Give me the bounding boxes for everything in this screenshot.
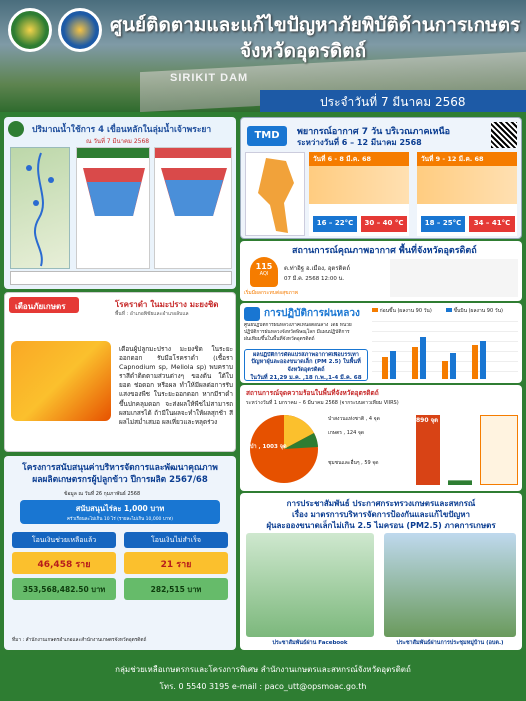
rain-title: การปฏิบัติการฝนหลวง (264, 308, 360, 319)
rain-chart (372, 317, 518, 381)
rain-panel (240, 303, 522, 383)
rain-legend-2-label: ขึ้นบิน (ผลงาน 90 วัน) (453, 308, 503, 314)
aqi-value: 115 (255, 262, 273, 271)
page-subtitle: จังหวัดอุตรดิตถ์ (240, 40, 367, 62)
box1-count: 46,458 ราย (12, 552, 116, 574)
pm-title: ผลปฏิบัติการดัดแปรสภาพอากาศเพื่อบรรเทาปัญหาฝุ่นละอองขนาดเล็ก (PM 2.5) ในพื้นที่จังหวัดอุตรดิตถ์ (251, 352, 361, 373)
pest-description: เตือนผู้ปลูกมะปราง มะยงชิด ในระยะ ออกดอก รับมือโรคราดำ (เชื้อรา Capnodium sp, Meliola sp) พบคราบราสีดำติดตามส่วนต่างๆ ของต้น ใต้ใบ ยอด ช่อดอก หรือผล ทำให้มีผลต่อการรับแสงของพืช ในระยะออกดอก หากมีราดำขึ้นปกคลุมดอก จะส่งผลให้พืชไม่สามารถผสมเกสรได้ ถ้ามีในผลจะทำให้ผลสุกช้า สีผลไม่สม่ำเสมอ ผลเหี่ยวและหลุดร่วง (119, 345, 233, 426)
rain-desc: ศูนย์ปฏิบัติการฝนหลวงภาคเหนือตอนล่าง โดย หน่วยปฏิบัติการฝนหลวงจังหวัดพิษณุโลก มีแผนปฏิบัติการฝนเทียมขึ้นในพื้นที่จังหวัดอุตรดิตถ์ (244, 323, 352, 342)
river-map (10, 147, 70, 269)
dam-level-icon (77, 158, 151, 218)
burn-bar-0 (416, 415, 440, 485)
qr-code-icon (491, 122, 517, 148)
box1-amount: 353,568,482.50 บาท (12, 578, 116, 600)
burn-subtitle: ระหว่างวันที่ 1 มกราคม – 6 มีนาคม 2568 (จากระบบดาวเทียม VIIRS) (246, 400, 399, 406)
pest-alert-panel (4, 292, 236, 452)
box1-label: โอนเงินช่วยเหลือแล้ว (12, 532, 116, 548)
box2-label: โอนเงินไม่สำเร็จ (124, 532, 228, 548)
aqi-unit: AQI (259, 271, 269, 277)
pr-meeting-image (384, 533, 516, 637)
pr-title-3: ฝุ่นละอองขนาดเล็กไม่เกิน 2.5 ไมครอน (PM2.5) ภาคการเกษตร (266, 521, 496, 530)
project-title-2: ผลผลิตเกษตรกรผู้ปลูกข้าว ปีการผลิต 2567/68 (32, 475, 208, 485)
box2-amount: 282,515 บาท (124, 578, 228, 600)
burn-alt-label: ชุมชนและอื่นๆ , 59 จุด (328, 460, 379, 466)
aqi-level: เริ่มมีผลกระทบต่อสุขภาพ (244, 290, 298, 296)
pm-date: ในวันที่ 21,29 ม.ค. ,18 ก.พ.,1-4 มี.ค. 68 (250, 375, 362, 381)
dam-text: SIRIKIT DAM (170, 72, 249, 84)
pr-facebook-image (246, 533, 374, 637)
rain-chart-svg (372, 317, 518, 381)
col1-temp-high: 30 – 40 °C (361, 216, 407, 232)
ministry-logo-icon (8, 8, 52, 52)
burn-agri-label: เกษตร , 124 จุด (328, 430, 365, 436)
col2-temp-high: 34 – 41°C (469, 216, 515, 232)
col2-temp-low: 18 – 25°C (421, 216, 465, 232)
forecast-title: พยากรณ์อากาศ 7 วัน บริเวณภาคเหนือ (297, 127, 451, 137)
project-panel (4, 456, 236, 650)
dam-bhumibol-card (76, 147, 150, 269)
project-title-1: โครงการสนับสนุนค่าบริหารจัดการและพัฒนาคุณภาพ (22, 463, 218, 473)
footer (0, 655, 526, 701)
dam-sirikit-card (154, 147, 232, 269)
pr-title-2: เรื่อง มาตรการบริหารจัดการป้องกันและแก้ไขปัญหา (292, 510, 470, 519)
forecast-col2-date: วันที่ 9 - 12 มี.ค. 68 (417, 152, 517, 166)
reservoir-title: ปริมาณน้ำใช้การ 4 เขื่อนหลักในลุ่มน้ำเจ้าพระยา (32, 125, 212, 135)
province-logo-icon (58, 8, 102, 52)
aqi-station: ต.ท่าอิฐ อ.เมือง, อุตรดิตถ์ (284, 265, 350, 272)
burn-panel (240, 385, 522, 491)
burn-title: สถานการณ์จุดความร้อนในพื้นที่จังหวัดอุตรดิตถ์ (246, 389, 379, 397)
forecast-col1-date: วันที่ 6 - 8 มี.ค. 68 (309, 152, 409, 166)
project-date: ข้อมูล ณ วันที่ 26 กุมภาพันธ์ 2568 (64, 491, 141, 497)
project-source: ที่มา : สำนักงานเกษตรอำเภอและสำนักงานเกษตรจังหวัดอุตรดิตถ์ (12, 638, 147, 643)
thai-map (245, 152, 305, 236)
mango-image (11, 341, 111, 421)
aqi-time: 07 มี.ค. 2568 12:00 น. (284, 276, 345, 282)
project-support: สนับสนุนไร่ละ 1,000 บาท (75, 504, 165, 513)
forecast-col2 (417, 152, 517, 236)
pest-disease: โรคราดำ ในมะปราง มะยงชิด (115, 300, 219, 309)
burn-total: 890 จุด (416, 417, 439, 424)
footer-line-2: โทร. 0 5540 3195 e-mail : paco_utt@opsmoac.go.th (159, 682, 367, 691)
dam-level-icon-2 (155, 158, 233, 218)
rain-legend-1 (372, 307, 432, 315)
aqi-badge (250, 257, 278, 287)
pest-area: พื้นที่ : อำเภอพิชัยและอำเภอลับแล (115, 311, 189, 317)
air-quality-panel (240, 241, 522, 301)
tmd-logo: TMD (247, 126, 287, 146)
pest-alert-badge: เตือนภัยเกษตร (9, 297, 79, 313)
rain-legend-2 (446, 307, 503, 315)
airplane-icon (244, 307, 260, 321)
col1-temp-low: 16 – 22°C (313, 216, 357, 232)
reservoir-date: ณ วันที่ 7 มีนาคม 2568 (86, 138, 150, 145)
page-title: ศูนย์ติดตามและแก้ไขปัญหาภัยพิบัติด้านการเกษตร (110, 14, 521, 36)
project-support-sub: ครัวเรือนละไม่เกิน 10 ไร่ (รายละไม่เกิน 10,000 บาท) (67, 517, 173, 522)
burn-forest-label: ป่า , 1003 จุด (250, 444, 287, 450)
forecast-panel (240, 117, 522, 239)
box2-count: 21 ราย (124, 552, 228, 574)
river-map-icon (11, 148, 71, 270)
aqi-notes (390, 259, 518, 297)
thailand-map-icon (246, 153, 306, 237)
footer-line-1: กลุ่มช่วยเหลือเกษตรกรและโครงการพิเศษ สำนักงานเกษตรและสหกรณ์จังหวัดอุตรดิตถ์ (115, 665, 411, 674)
rain-legend-1-label: ก่อนขึ้น (ผลงาน 90 วัน) (379, 308, 432, 314)
reservoir-table (10, 271, 232, 285)
reservoir-panel (4, 117, 236, 289)
air-quality-title: สถานการณ์คุณภาพอากาศ พื้นที่จังหวัดอุตรดิตถ์ (292, 246, 477, 256)
forecast-period: ระหว่างวันที่ 6 – 12 มีนาคม 2568 (297, 138, 422, 147)
report-date: ประจำวันที่ 7 มีนาคม 2568 (260, 90, 526, 112)
header-banner (0, 0, 526, 112)
forecast-col1 (309, 152, 409, 236)
pr-caption-2: ประชาสัมพันธ์ผ่านการประชุมหมู่บ้าน (อบต.) (396, 640, 504, 646)
project-support-box (20, 500, 220, 524)
pr-panel (240, 493, 522, 650)
burn-note-box (480, 415, 518, 485)
water-icon (8, 121, 24, 137)
burn-forest-reserve: ป่าสงวนแห่งชาติ , 4 จุด (328, 416, 380, 422)
pr-caption-1: ประชาสัมพันธ์ผ่าน Facebook (272, 640, 348, 646)
burn-bar-1 (448, 480, 472, 485)
pm-box (244, 349, 368, 381)
pr-title-1: การประชาสัมพันธ์ ประกาศกระทรวงเกษตรและสหกรณ์ (286, 499, 476, 508)
